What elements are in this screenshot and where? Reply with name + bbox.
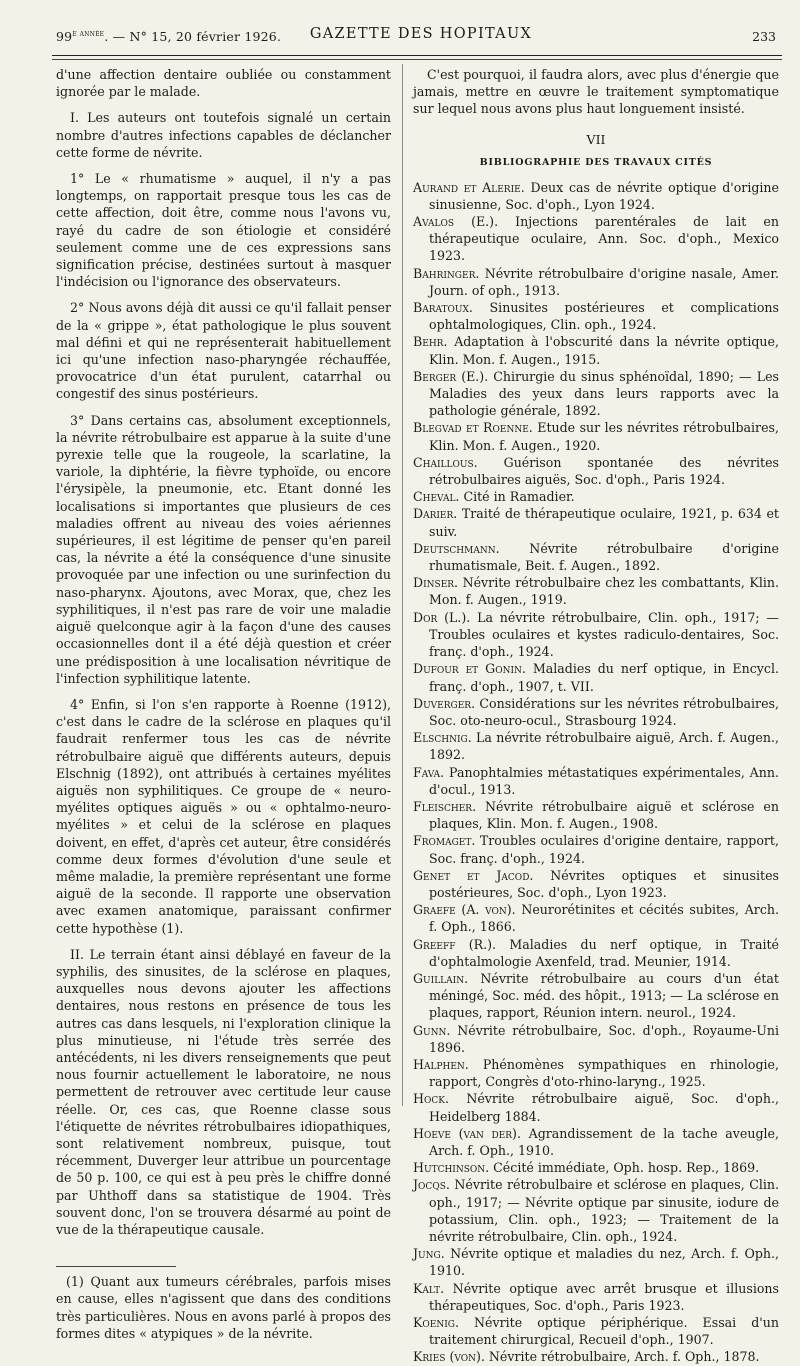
bibliography-author: Berger (E.). <box>413 368 489 384</box>
bibliography-reference: Névrite optique périphérique. Essai d'un traitement chirurgical, Recueil d'oph., 1907. <box>429 1315 779 1348</box>
bibliography-author: Genet et Jacod. <box>413 867 534 883</box>
bibliography-reference: Considérations sur les névrites rétrobulbaires, Soc. oto-neuro-ocul., Strasbourg 1924. <box>429 695 779 728</box>
bibliography-author: Behr. <box>413 334 448 350</box>
bibliography-author: Koenig. <box>413 1315 459 1331</box>
bibliography-author: Fava. <box>413 764 445 780</box>
bibliography-reference: Traité de thérapeutique oculaire, 1921, p. 634 et suiv. <box>429 506 779 539</box>
issue-year-number: 99 <box>56 29 73 45</box>
bibliography-author: Guillain. <box>413 970 469 986</box>
bibliography-entry <box>413 540 779 574</box>
bibliography-entry <box>413 333 779 367</box>
bibliography-reference: Névrite rétrobulbaire chez les combattants, Klin. Mon. f. Augen., 1919. <box>429 575 779 608</box>
bibliography-reference: Guérison spontanée des névrites rétrobulbaires aiguës, Soc. d'oph., Paris 1924. <box>429 454 779 488</box>
paragraph-sclerose: 4° Enfin, si l'on s'en rapporte à Roenne (1912), c'est dans le cadre de la sclérose en plaques qu'il faudrait renfermer tous les cas de névrite rétrobulbaire aiguë que différents auteurs, depuis Elschnig (1892), ont attribués à certaines myélites aiguës non syphilitiques. Ce groupe de « neuro-myélites optiques aiguës » ou « ophtalmo-neuro-myélites » et celui de la sclérose en plaques doivent, en effet, d'après cet auteur, être considérés comme deux formes d'évolution d'une seule et même maladie, la première représentant une forme aiguë de la seconde. Il rapporte une observation avec examen anatomique, paraissant confirmer cette hypothèse (1). <box>56 696 391 936</box>
bibliography-entry <box>413 1125 779 1159</box>
bibliography-author: Fleischer. <box>413 798 477 814</box>
bibliography-reference: Adaptation à l'obscurité dans la névrite optique, Klin. Mon. f. Augen., 1915. <box>429 334 779 367</box>
bibliography-reference: Sinusites postérieures et complications ophtalmologiques, Clin. oph., 1924. <box>429 300 779 333</box>
bibliography-author: Bahringer. <box>413 265 480 281</box>
bibliography-reference: Névrite rétrobulbaire, Arch. f. Oph., 1878. <box>484 1349 760 1365</box>
footnote-rule <box>56 1266 176 1267</box>
bibliography-author: Darier. <box>413 506 458 522</box>
bibliography-reference: Maladies du nerf optique, in Encycl. franç. d'oph., 1907, t. VII. <box>429 661 779 694</box>
bibliography-entry <box>413 1022 779 1056</box>
bibliography-author: Kries (von). <box>413 1349 485 1365</box>
bibliography-reference: Névrite optique et maladies du nez, Arch. f. Oph., 1910. <box>429 1246 779 1279</box>
bibliography-reference: Etude sur les névrites rétrobulbaires, Klin. Mon. f. Augen., 1920. <box>429 420 779 453</box>
bibliography-reference: Névrite rétrobulbaire et sclérose en plaques, Clin. oph., 1917; — Névrite optique par sinusite, iodure de potassium, Clin. oph., 1923; — Traitement de la névrite rétrobulbaire, Clin. oph., 1924. <box>429 1177 779 1244</box>
paragraph-continuation: d'une affection dentaire oubliée ou constamment ignorée par le malade. <box>56 67 391 100</box>
paragraph-treatment: C'est pourquoi, il faudra alors, avec plus d'énergie que jamais, mettre en œuvre le traitement symptomatique sur lequel nous avons plus haut longuement insisté. <box>413 67 779 117</box>
bibliography-entry <box>413 213 779 265</box>
bibliography-reference: Agrandissement de la tache aveugle, Arch. f. Oph., 1910. <box>429 1125 779 1158</box>
bibliography-reference: Névrite rétrobulbaire d'origine nasale, Amer. Journ. of oph., 1913. <box>429 265 779 298</box>
bibliography-reference: Neurorétinites et cécités subites, Arch. f. Oph., 1866. <box>429 902 779 935</box>
bibliography-author: Fromaget. <box>413 833 476 849</box>
bibliography-entry <box>413 419 779 453</box>
bibliography-author: Avalos (E.). <box>413 214 499 230</box>
issue-number-date: . — N° 15, 20 février 1926. <box>104 29 282 45</box>
bibliography-entry <box>413 1280 779 1314</box>
bibliography-entry <box>413 729 779 763</box>
bibliography-entry <box>413 660 779 694</box>
bibliography-author: Dinser. <box>413 575 459 591</box>
bibliography-entry <box>413 901 779 935</box>
bibliography-reference: Chirurgie du sinus sphénoïdal, 1890; — Les Maladies des yeux dans leurs rapports avec la pathologie générale, 1892. <box>429 368 779 419</box>
bibliography-reference: Deux cas de névrite optique d'origine sinusienne, Soc. d'oph., Lyon 1924. <box>429 179 780 212</box>
bibliography-author: Jung. <box>413 1246 445 1262</box>
bibliography-entry <box>413 299 779 333</box>
bibliography-author: Kalt. <box>413 1280 445 1296</box>
paragraph-terrain: II. Le terrain étant ainsi déblayé en faveur de la syphilis, des sinusites, de la sclérose en plaques, auxquelles nous devons ajouter les affections dentaires, nous restons en présence de tous les autres cas dans lesquels, ni l'exploration clinique la plus minutieuse, ni l'étude très serrée des antécédents, ni les divers renseignements que peut nous fournir actuellement le laboratoire, ne nous permettent de retrouver avec certitude leur cause réelle. Or, ces cas, que Roenne classe sous l'étiquette de névrites rétrobulbaires idiopathiques, sont relativement nombreux, puisque, tout récemment, Duverger leur attribue un pourcentage de 50 p. 100, ce qui est à peu près le chiffre donné par Uhthoff dans sa statistique de 1904. Très souvent donc, l'on se trouvera désarmé au point de vue de la thérapeutique causale. <box>56 946 391 1237</box>
bibliography-entry <box>413 368 779 420</box>
bibliography-entry <box>413 265 779 299</box>
bibliography-author: Jocqs. <box>413 1177 450 1193</box>
bibliography-entry <box>413 1176 779 1245</box>
bibliography-entry <box>413 936 779 970</box>
bibliography-author: Greeff (R.). <box>413 936 497 952</box>
section-title: BIBLIOGRAPHIE DES TRAVAUX CITÉS <box>479 156 713 168</box>
bibliography-author: Gunn. <box>413 1022 451 1038</box>
bibliography-entry <box>413 488 779 505</box>
bibliography-entry <box>413 832 779 866</box>
paragraph-pyrexies: 3° Dans certains cas, absolument exceptionnels, la névrite rétrobulbaire est apparue à la suite d'une pyrexie telle que la rougeole, la scarlatine, la variole, la diphtérie, la fièvre typhoïde, ou encore l'érysipèle, la pneumonie, etc. Etant donné les localisations si importantes que plusieurs de ces maladies offrent au niveau des voies aériennes supérieures, il est légitime de penser qu'en pareil cas, la névrite a été la conséquence d'une sinusite provoquée par une infection ou une surinfection du naso-pharynx. Ajoutons, avec Morax, que, chez les syphilitiques, il n'est pas rare de voir une maladie aiguë quelconque agir à la façon d'une des causes occasionnelles dont il a été déjà question et créer une prédisposition à une localisation névritique de l'infection syphilitique latente. <box>56 412 391 686</box>
issue-info <box>56 29 281 44</box>
left-column <box>56 66 391 1342</box>
bibliography-author: Duverger. <box>413 695 476 711</box>
bibliography-entry <box>413 574 779 608</box>
bibliography-reference: Névrite optique avec arrêt brusque et illusions thérapeutiques, Soc. d'oph., Paris 1923. <box>429 1280 779 1313</box>
bibliography-author: Aurand et Alerie. <box>413 179 525 195</box>
bibliography-entry <box>413 505 779 539</box>
bibliography-author: Hock. <box>413 1091 449 1107</box>
bibliography-entry <box>413 1348 779 1365</box>
bibliography-entry <box>413 764 779 798</box>
bibliography-reference: Névrite rétrobulbaire d'origine rhumatismale, Beit. f. Augen., 1892. <box>429 540 779 574</box>
bibliography-reference: Névrites optiques et sinusites postérieures, Soc. d'oph., Lyon 1923. <box>429 867 779 900</box>
bibliography-reference: Névrite rétrobulbaire aiguë et sclérose en plaques, Klin. Mon. f. Augen., 1908. <box>429 798 779 832</box>
bibliography-reference: Cité in Ramadier. <box>459 489 575 505</box>
bibliography-entry <box>413 179 779 213</box>
bibliography-entry <box>413 454 779 488</box>
paragraph-rhumatisme: 1° Le « rhumatisme » auquel, il n'y a pas longtemps, on rapportait presque tous les cas de cette affection, doit être, comme nous l'avons vu, rayé du cadre de son étiologie et considéré seulement comme une de ces expressions sans signification précise, destinées surtout à masquer l'indécision ou l'ignorance des observateurs. <box>56 171 391 290</box>
bibliography-author: Hoeve (van der). <box>413 1125 521 1141</box>
bibliography-author: Elschnig. <box>413 730 472 746</box>
bibliography-reference: Névrite rétrobulbaire aiguë, Soc. d'oph., Heidelberg 1884. <box>429 1091 779 1124</box>
header-rule-thick <box>52 55 782 56</box>
bibliography-entry <box>413 1090 779 1124</box>
journal-title: GAZETTE DES HOPITAUX <box>309 26 533 42</box>
paragraph-intro-infections: I. Les auteurs ont toutefois signalé un certain nombre d'autres infections capables de déclancher cette forme de névrite. <box>56 110 391 160</box>
right-column <box>413 66 779 1366</box>
section-number: VII <box>586 131 606 147</box>
bibliography-entry <box>413 1159 779 1176</box>
bibliography-entry <box>413 867 779 901</box>
bibliography-entry <box>413 1056 779 1090</box>
bibliography-reference: La névrite rétrobulbaire, Clin. oph., 1917; — Troubles oculaires et kystes radiculo-dentaires, Soc. franç. d'oph., 1924. <box>429 609 780 660</box>
bibliography-author: Baratoux. <box>413 300 473 316</box>
page-number: 233 <box>752 29 776 44</box>
bibliography-author: Dor (L.). <box>413 609 471 625</box>
bibliography-author: Graefe (A. von). <box>413 902 516 918</box>
bibliography-author: Halphen. <box>413 1056 469 1072</box>
bibliography-author: Blegvad et Roenne. <box>413 420 533 436</box>
bibliography-entry <box>413 970 779 1022</box>
bibliography-reference: La névrite rétrobulbaire aiguë, Arch. f. Augen., 1892. <box>429 730 779 763</box>
bibliography-author: Chaillous. <box>413 454 478 470</box>
bibliography-reference: Cécité immédiate, Oph. hosp. Rep., 1869. <box>489 1160 760 1176</box>
bibliography-entry <box>413 609 779 661</box>
bibliography-entry <box>413 1245 779 1279</box>
bibliography-reference: Névrite rétrobulbaire au cours d'un état méningé, Soc. méd. des hôpit., 1913; — La sclérose en plaques, rapport, Réunion intern. neurol., 1924. <box>429 970 779 1021</box>
running-header <box>56 20 780 46</box>
bibliography-reference: Panophtalmies métastatiques expérimentales, Ann. d'ocul., 1913. <box>429 764 779 797</box>
bibliography-reference: Névrite rétrobulbaire, Soc. d'oph., Royaume-Uni 1896. <box>429 1022 779 1055</box>
header-rule-thin <box>52 59 782 60</box>
footnote: (1) Quant aux tumeurs cérébrales, parfois mises en cause, elles n'agissent que dans des conditions très particulières. Nous en avons parlé à propos des formes dites « atypiques » de la névrite. <box>56 1274 391 1341</box>
bibliography-list <box>413 179 779 1366</box>
column-divider <box>402 64 403 1106</box>
issue-year-suffix: e année <box>72 29 105 38</box>
bibliography-reference: Phénomènes sympathiques en rhinologie, rapport, Congrès d'oto-rhino-laryng., 1925. <box>429 1056 779 1090</box>
bibliography-author: Hutchinson. <box>413 1160 490 1176</box>
bibliography-reference: Troubles oculaires d'origine dentaire, rapport, Soc. franç. d'oph., 1924. <box>429 833 779 866</box>
bibliography-reference: Maladies du nerf optique, in Traité d'ophtalmologie Axenfeld, trad. Meunier, 1914. <box>429 936 779 969</box>
bibliography-reference: Injections parentérales de lait en thérapeutique oculaire, Ann. Soc. d'oph., Mexico 1923. <box>429 214 779 264</box>
bibliography-author: Cheval. <box>413 489 460 505</box>
bibliography-entry <box>413 695 779 729</box>
bibliography-entry <box>413 798 779 832</box>
paragraph-grippe: 2° Nous avons déjà dit aussi ce qu'il fallait penser de la « grippe », état pathologique le plus souvent mal défini et qui ne représenterait habituellement ici qu'une infection naso-pharyngée réchauffée, provocatrice d'un état purulent, catarrhal ou congestif des sinus postérieurs. <box>56 300 391 402</box>
bibliography-entry <box>413 1314 779 1348</box>
bibliography-author: Deutschmann. <box>413 540 500 556</box>
bibliography-author: Dufour et Gonin. <box>413 661 526 677</box>
